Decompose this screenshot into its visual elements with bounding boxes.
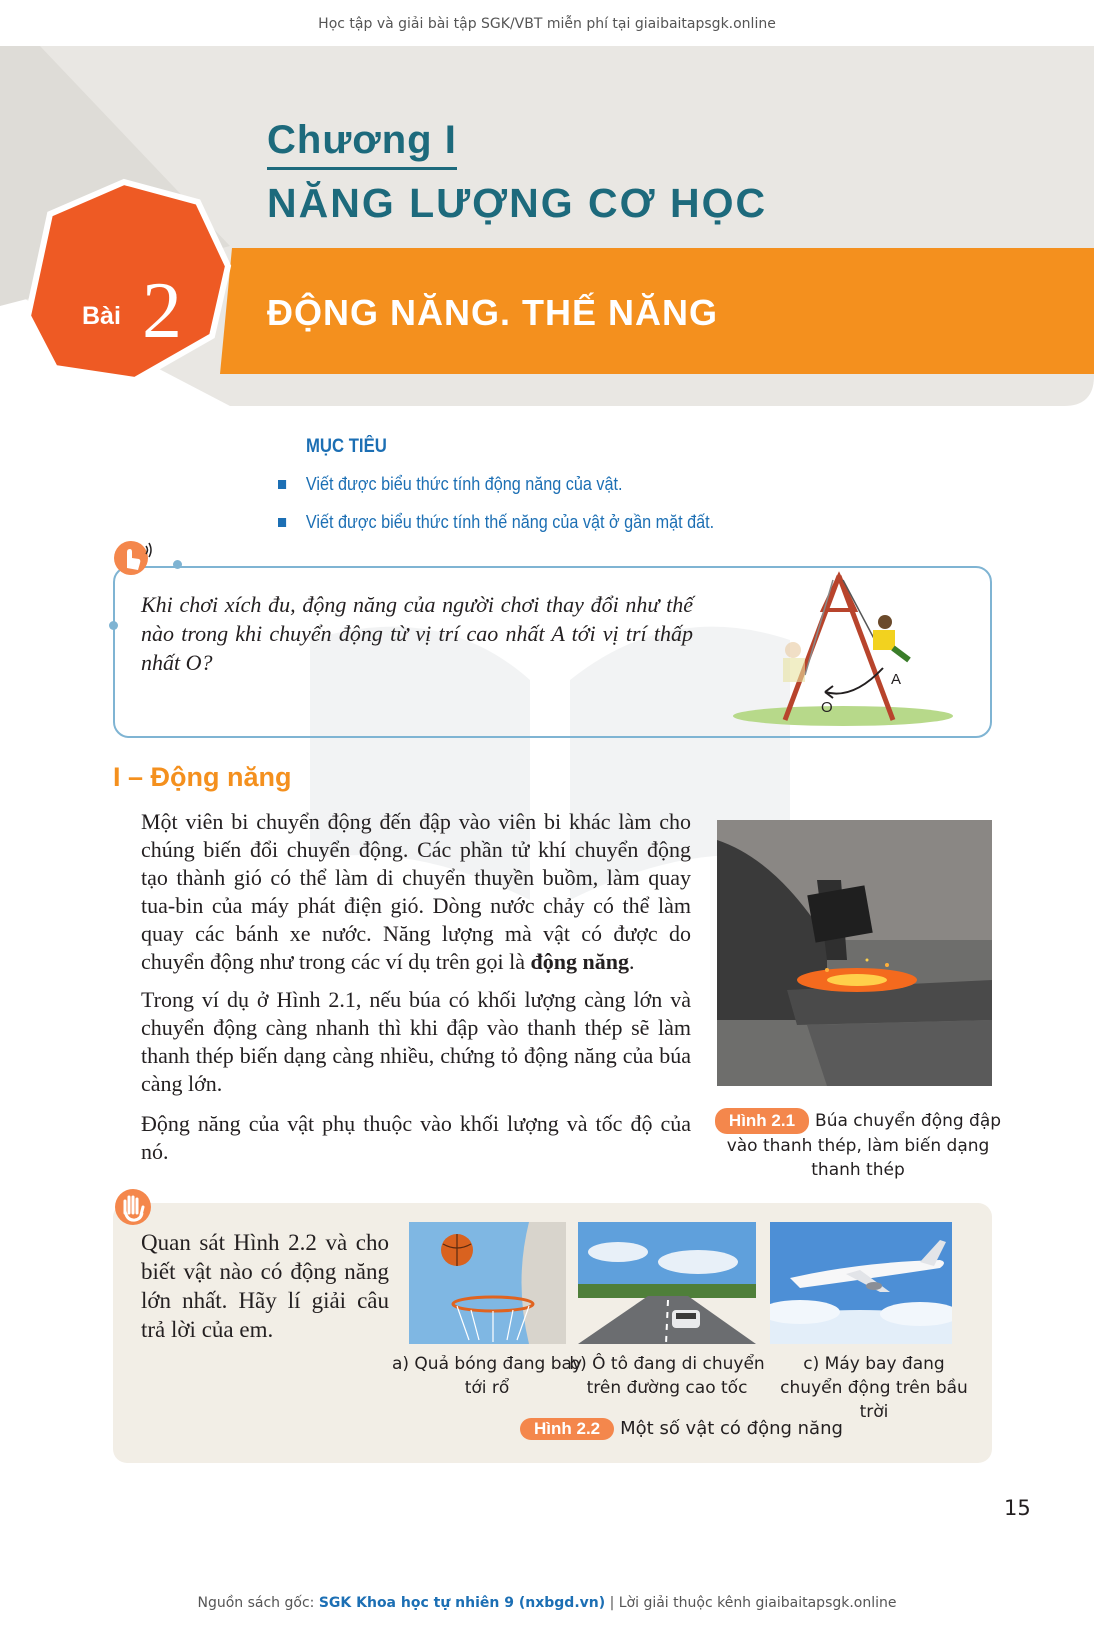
paragraph-text: Một viên bi chuyển động đến đập vào viên bi khác làm cho chúng biến đổi chuyển động. Các phần tử khí chuyển động tạo thành gió có thể làm di chuyển thuyền buồm, làm quay tua-bin của máy phát điện gió. Dòng nước chảy có thể làm quay các bánh xe nước. Năng lượng mà vật có được do chuyển động như trong các ví dụ trên gọi là: [141, 809, 691, 974]
swing-label-a: A: [891, 671, 902, 688]
objective-item: [278, 474, 623, 495]
airplane-sky-photo: [770, 1222, 952, 1344]
basketball-photo: [409, 1222, 566, 1344]
swing-illustration: [733, 570, 969, 730]
figure-label: Hình 2.2: [520, 1418, 614, 1440]
lesson-title: ĐỘNG NĂNG. THẾ NĂNG: [267, 292, 718, 333]
car-highway-photo: [578, 1222, 756, 1344]
figure-caption-text: Một số vật có động năng: [620, 1418, 843, 1439]
activity-text: Quan sát Hình 2.2 và cho biết vật nào có động năng lớn nhất. Hãy lí giải câu trả lời của em.: [141, 1230, 389, 1342]
paragraph-text: .: [628, 949, 635, 974]
objective-item: [278, 512, 714, 533]
question-text: Khi chơi xích đu, động năng của người chơi thay đổi như thế nào trong khi chuyển động từ vị trí cao nhất A tới vị trí thấp nhất O?: [141, 592, 693, 675]
chapter-underline: [267, 167, 457, 170]
page-number: 15: [1004, 1496, 1031, 1520]
footer-source-link[interactable]: SGK Khoa học tự nhiên 9 (nxbgd.vn): [318, 1595, 606, 1611]
raised-hand-icon: [113, 1187, 153, 1227]
caption-car: b) Ô tô đang di chuyển trên đường cao tốc: [569, 1354, 765, 1398]
footer-prefix: Nguồn sách gốc:: [197, 1595, 319, 1611]
figure-label: Hình 2.1: [715, 1108, 809, 1134]
swing-label-o: O: [821, 699, 833, 716]
objective-text: Viết được biểu thức tính động năng của vật.: [305, 474, 623, 494]
chapter-name: NĂNG LƯỢNG CƠ HỌC: [267, 180, 768, 226]
paragraph-dependence: Động năng của vật phụ thuộc vào khối lượng và tốc độ của nó.: [141, 1111, 691, 1164]
hammer-anvil-photo: [717, 820, 992, 1086]
footer-note: [0, 1595, 1094, 1611]
box-dot: [173, 560, 182, 569]
bullet-icon: [278, 518, 286, 527]
caption-basketball: a) Quả bóng đang bay tới rổ: [391, 1354, 583, 1398]
objective-text: Viết được biểu thức tính thế năng của vật ở gần mặt đất.: [305, 512, 715, 532]
figure-caption-2-2: [520, 1418, 843, 1440]
figure-caption-text: Búa chuyển động đập vào thanh thép, làm biến dạng thanh thép: [726, 1111, 1002, 1180]
tap-hand-icon: [113, 538, 153, 578]
objectives-title: MỤC TIÊU: [306, 436, 387, 457]
header-note: Học tập và giải bài tập SGK/VBT miễn phí tại giaibaitapsgk.online: [318, 16, 776, 32]
chapter-label: Chương I: [267, 118, 457, 162]
lesson-label: Bài: [82, 302, 121, 330]
paragraph-hammer-example: Trong ví dụ ở Hình 2.1, nếu búa có khối lượng càng lớn và chuyển động càng nhanh thì khi đập vào thanh thép sẽ làm thanh thép biến dạng càng nhiều, chứng tỏ động năng của búa càng lớn.: [141, 987, 691, 1096]
footer-suffix: | Lời giải thuộc kênh giaibaitapsgk.online: [605, 1595, 897, 1611]
box-dot: [109, 621, 118, 630]
section-heading: I – Động năng: [113, 762, 292, 792]
caption-airplane: c) Máy bay đang chuyển động trên bầu trời: [780, 1354, 968, 1422]
bold-term: động năng: [530, 949, 629, 974]
bullet-icon: [278, 480, 286, 489]
paragraph-kinetic-energy: [141, 808, 691, 976]
lesson-number: 2: [142, 267, 182, 355]
figure-caption-2-1: [710, 1108, 1006, 1182]
